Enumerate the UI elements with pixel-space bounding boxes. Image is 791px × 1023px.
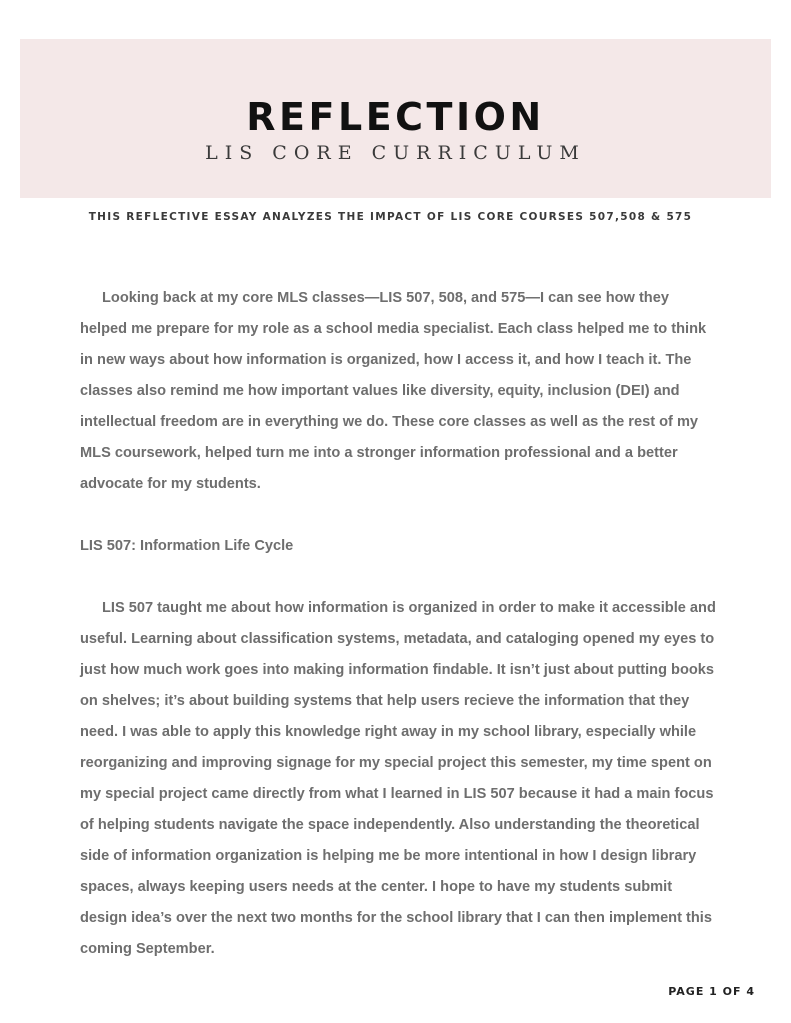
header-band	[20, 39, 771, 198]
intro-summary: THIS REFLECTIVE ESSAY ANALYZES THE IMPACT OF LIS CORE COURSES 507,508 & 575	[88, 211, 693, 223]
page-number: PAGE 1 OF 4	[668, 985, 755, 998]
page-subtitle: LIS CORE CURRICULUM	[205, 142, 586, 164]
page-title: REFLECTION	[246, 95, 545, 139]
section-paragraph: LIS 507 taught me about how information is organized in order to make it accessible and useful. Learning about classification systems, metadata, and cataloging opened my eyes to just how much work goes into making information findable. It isn’t just about putting books on shelves; it’s about building systems that help users recieve the information that they need. I was able to apply this knowledge right away in my school library, especially while reorganizing and improving signage for my special project this semester, my time spent on my special project came directly from what I learned in LIS 507 because it had a main focus of helping students navigate the space independently. Also understanding the theoretical side of information organization is helping me be more intentional in how I design library spaces, always keeping users needs at the center. I hope to have my students submit design idea’s over the next two months for the school library that I can then implement this coming September.	[80, 600, 716, 957]
essay-body	[80, 283, 720, 965]
section-heading: LIS 507: Information Life Cycle	[80, 538, 294, 554]
opening-paragraph: Looking back at my core MLS classes—LIS 507, 508, and 575—I can see how they helped me prepare for my role as a school media specialist. Each class helped me to think in new ways about how information is organized, how I access it, and how I teach it. The classes also remind me how important values like diversity, equity, inclusion (DEI) and intellectual freedom are in everything we do. These core classes as well as the rest of my MLS coursework, helped turn me into a stronger information professional and a better advocate for my students.	[80, 290, 707, 492]
